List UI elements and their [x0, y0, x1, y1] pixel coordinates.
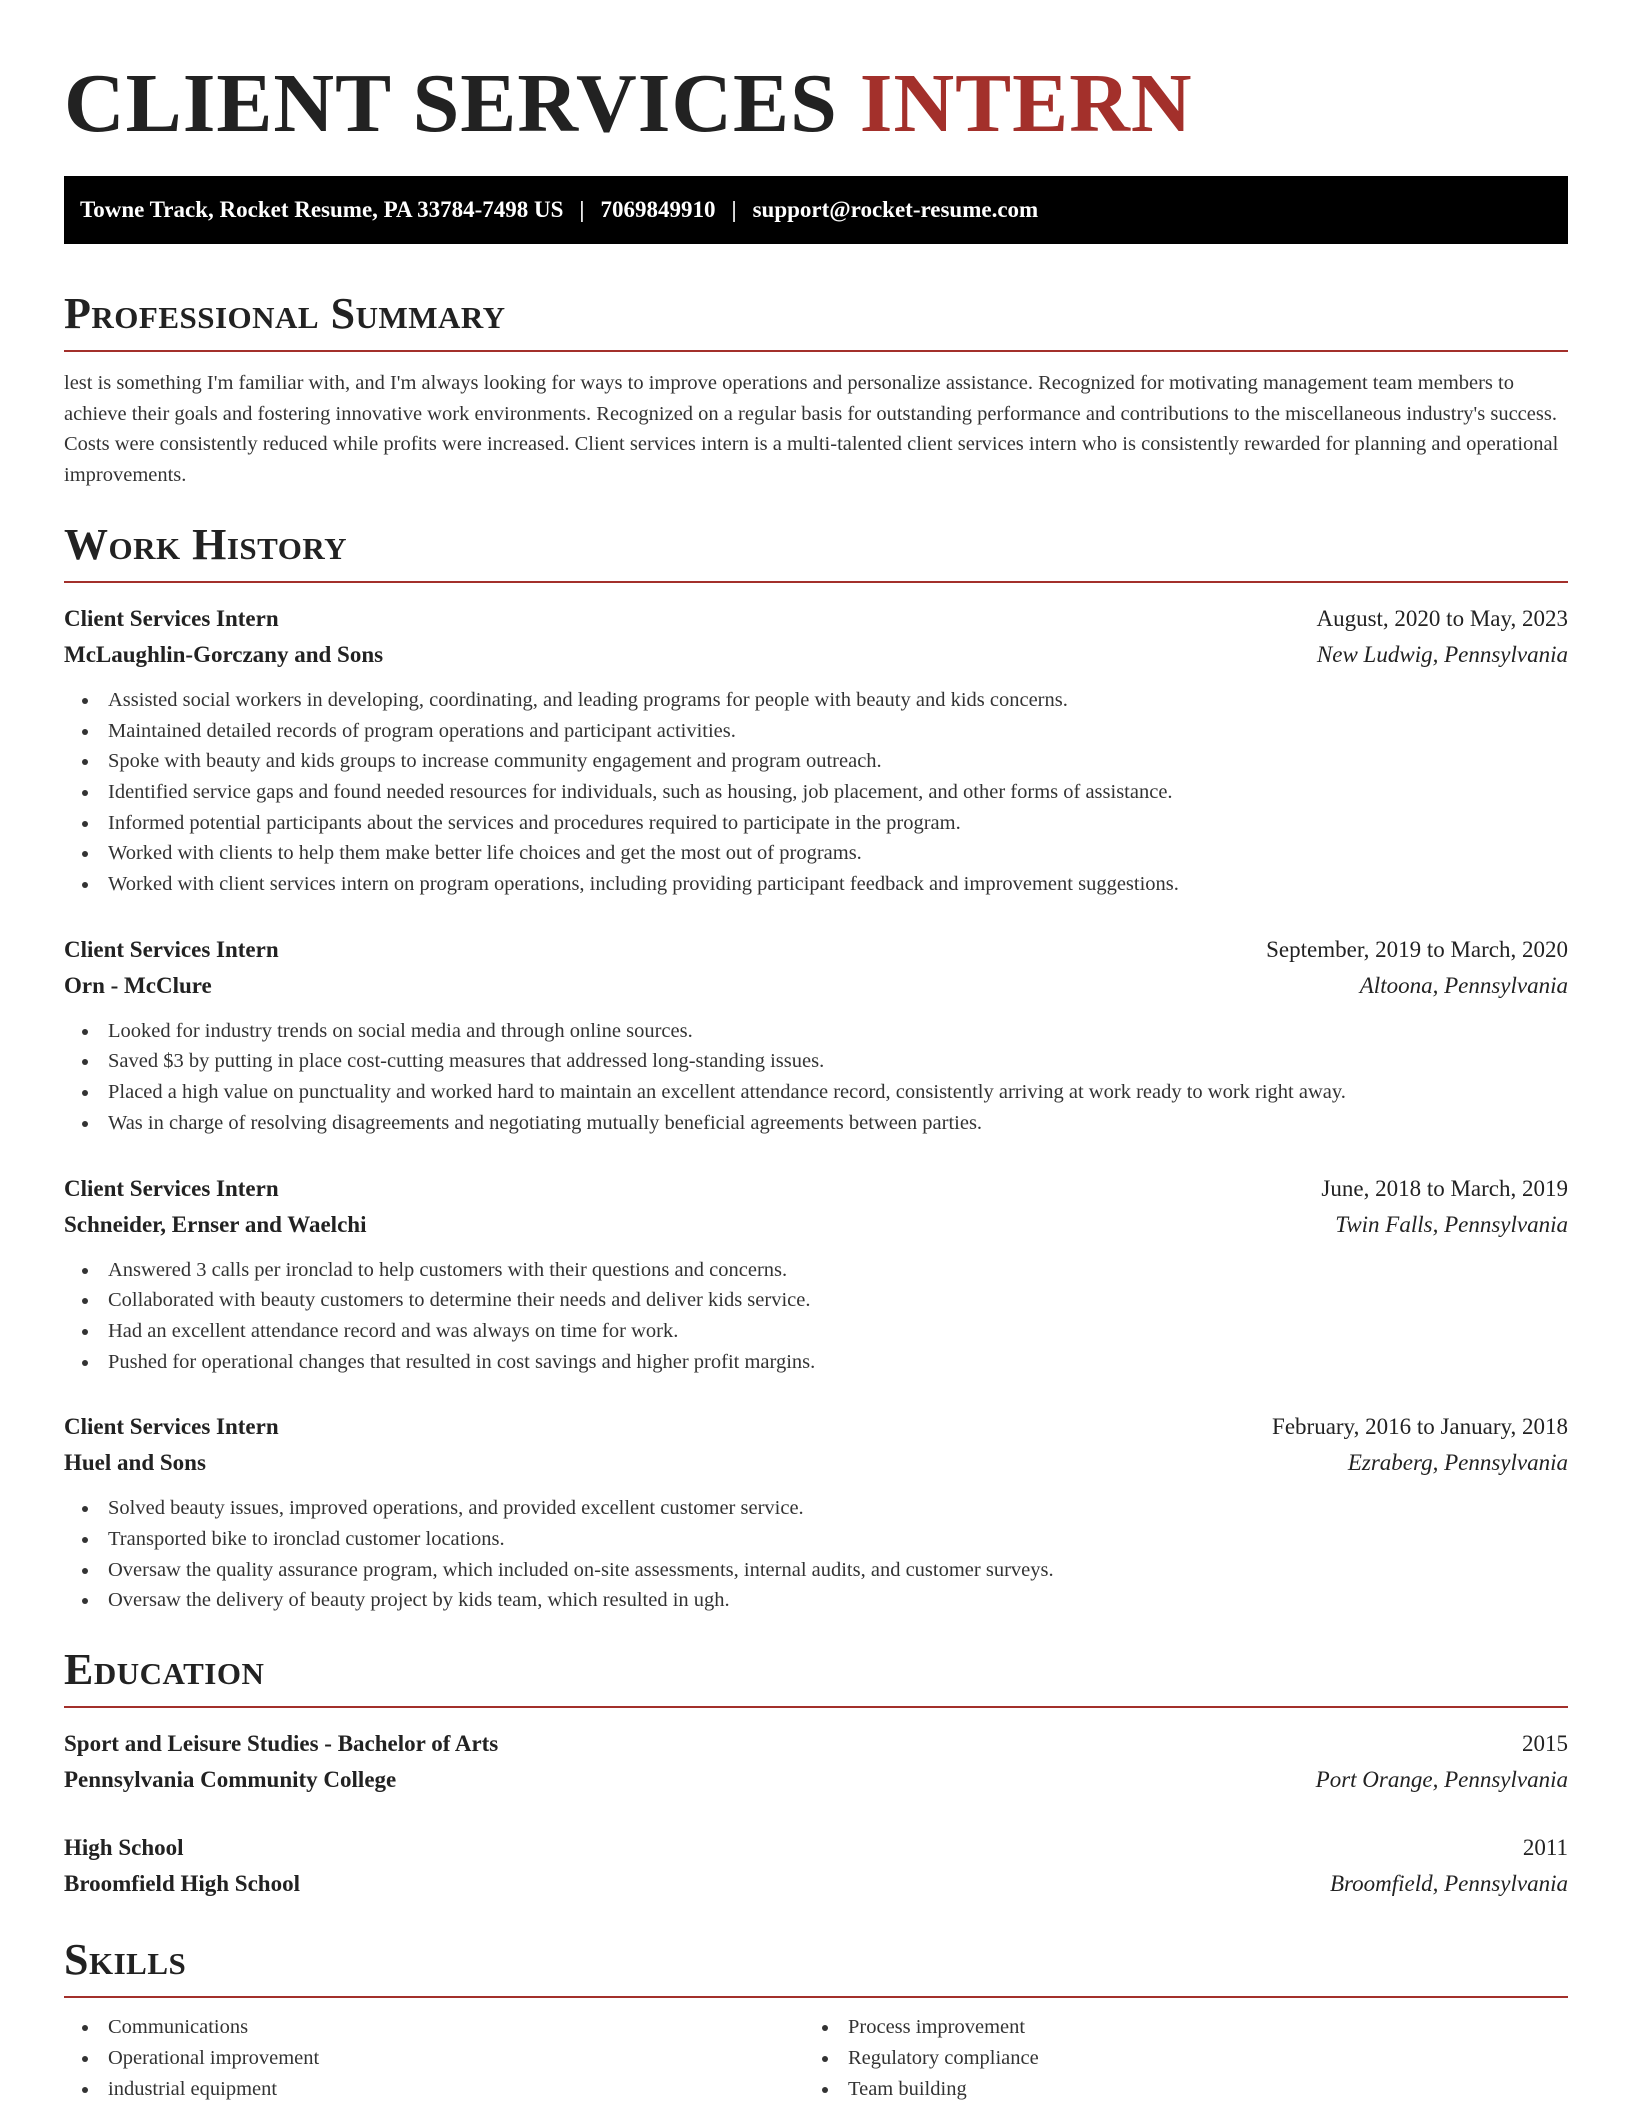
edu-degree: Sport and Leisure Studies - Bachelor of Arts	[64, 1731, 499, 1757]
bullet-item: Answered 3 calls per ironclad to help customers with their questions and concerns.	[64, 1255, 1568, 1286]
edu-location: Port Orange, Pennsylvania	[1315, 1767, 1568, 1793]
job-entry	[64, 1171, 1568, 1378]
bullet-item: Saved $3 by putting in place cost-cutting measures that addressed long-standing issues.	[64, 1046, 1568, 1077]
job-entry	[64, 1409, 1568, 1616]
skills-column-left	[64, 2012, 804, 2104]
skill-item: Regulatory compliance	[804, 2043, 1544, 2074]
section-divider	[64, 350, 1568, 352]
job-bullets	[64, 1016, 1568, 1139]
name-main: CLIENT SERVICES	[64, 57, 838, 150]
skills-list	[64, 2012, 1568, 2104]
contact-phone: 7069849910	[600, 197, 716, 222]
job-entry	[64, 601, 1568, 900]
job-dates: August, 2020 to May, 2023	[1316, 605, 1568, 631]
job-role: Client Services Intern	[64, 936, 279, 962]
job-role: Client Services Intern	[64, 605, 279, 631]
education-entry	[64, 1726, 1568, 1798]
skill-item: Process improvement	[804, 2012, 1544, 2043]
job-company: Huel and Sons	[64, 1450, 206, 1476]
edu-location: Broomfield, Pennsylvania	[1329, 1871, 1568, 1897]
bullet-item: Worked with client services intern on program operations, including providing participant feedback and improvement suggestions.	[64, 869, 1568, 900]
bullet-item: Placed a high value on punctuality and worked hard to maintain an excellent attendance record, consistently arriving at work ready to work right away.	[64, 1077, 1568, 1108]
job-dates: February, 2016 to January, 2018	[1272, 1414, 1568, 1440]
contact-address: Towne Track, Rocket Resume, PA 33784-7498 US	[80, 197, 564, 222]
job-role: Client Services Intern	[64, 1414, 279, 1440]
job-company: Orn - McClure	[64, 972, 212, 998]
skills-heading: Skills	[64, 1935, 187, 1985]
resume-name	[64, 54, 1568, 154]
skill-item: industrial equipment	[64, 2074, 804, 2105]
education-heading: Education	[64, 1645, 265, 1695]
bullet-item: Looked for industry trends on social media and through online sources.	[64, 1016, 1568, 1047]
contact-email: support@rocket-resume.com	[752, 197, 1039, 222]
contact-bar	[64, 176, 1568, 244]
bullet-item: Identified service gaps and found needed resources for individuals, such as housing, job placement, and other forms of assistance.	[64, 777, 1568, 808]
bullet-item: Was in charge of resolving disagreements and negotiating mutually beneficial agreements between parties.	[64, 1108, 1568, 1139]
job-bullets	[64, 1493, 1568, 1616]
bullet-item: Assisted social workers in developing, coordinating, and leading programs for people with beauty and kids concerns.	[64, 685, 1568, 716]
bullet-item: Informed potential participants about the services and procedures required to participate in the program.	[64, 808, 1568, 839]
job-company: McLaughlin-Gorczany and Sons	[64, 641, 384, 667]
summary-heading: Professional Summary	[64, 289, 506, 338]
bullet-item: Maintained detailed records of program operations and participant activities.	[64, 716, 1568, 747]
job-role: Client Services Intern	[64, 1175, 279, 1201]
bullet-item: Solved beauty issues, improved operations, and provided excellent customer service.	[64, 1493, 1568, 1524]
bullet-item: Oversaw the quality assurance program, which included on-site assessments, internal audits, and customer surveys.	[64, 1555, 1568, 1586]
edu-degree: High School	[64, 1835, 184, 1861]
job-location: New Ludwig, Pennsylvania	[1316, 641, 1568, 667]
bullet-item: Had an excellent attendance record and was always on time for work.	[64, 1316, 1568, 1347]
contact-separator: |	[579, 197, 585, 222]
name-accent: INTERN	[859, 57, 1193, 150]
job-bullets	[64, 685, 1568, 900]
job-location: Altoona, Pennsylvania	[1359, 972, 1568, 998]
bullet-item: Worked with clients to help them make better life choices and get the most out of programs.	[64, 838, 1568, 869]
section-divider	[64, 1996, 1568, 1998]
resume-page	[64, 54, 1568, 2104]
job-entry	[64, 932, 1568, 1139]
edu-year: 2011	[1522, 1835, 1568, 1861]
section-divider	[64, 581, 1568, 583]
bullet-item: Pushed for operational changes that resulted in cost savings and higher profit margins.	[64, 1347, 1568, 1378]
work-history-heading: Work History	[64, 519, 348, 569]
skills-column-right	[804, 2012, 1544, 2104]
skill-item: Communications	[64, 2012, 804, 2043]
job-dates: September, 2019 to March, 2020	[1266, 936, 1568, 962]
section-divider	[64, 1706, 1568, 1708]
bullet-item: Collaborated with beauty customers to determine their needs and deliver kids service.	[64, 1285, 1568, 1316]
summary-text: lest is something I'm familiar with, and I'm always looking for ways to improve operations and personalize assistance. Recognized for motivating management team members to achieve their goals and fostering innovative work environments. Recognized on a regular basis for outstanding performance and contributions to the miscellaneous industry's success. Costs were consistently reduced while profits were increased. Client services intern is a multi-talented client services intern who is consistently rewarded for planning and operational improvements.	[64, 372, 1559, 487]
bullet-item: Spoke with beauty and kids groups to increase community engagement and program outreach.	[64, 746, 1568, 777]
job-company: Schneider, Ernser and Waelchi	[64, 1211, 367, 1237]
bullet-item: Oversaw the delivery of beauty project by kids team, which resulted in ugh.	[64, 1585, 1568, 1616]
job-dates: June, 2018 to March, 2019	[1321, 1175, 1568, 1201]
edu-school: Pennsylvania Community College	[64, 1767, 397, 1793]
edu-school: Broomfield High School	[64, 1871, 300, 1897]
job-bullets	[64, 1255, 1568, 1378]
bullet-item: Transported bike to ironclad customer locations.	[64, 1524, 1568, 1555]
education-entry	[64, 1830, 1568, 1902]
edu-year: 2015	[1522, 1731, 1568, 1757]
skill-item: Operational improvement	[64, 2043, 804, 2074]
contact-separator: |	[731, 197, 737, 222]
job-location: Twin Falls, Pennsylvania	[1335, 1211, 1568, 1237]
job-location: Ezraberg, Pennsylvania	[1347, 1450, 1568, 1476]
skill-item: Team building	[804, 2074, 1544, 2105]
